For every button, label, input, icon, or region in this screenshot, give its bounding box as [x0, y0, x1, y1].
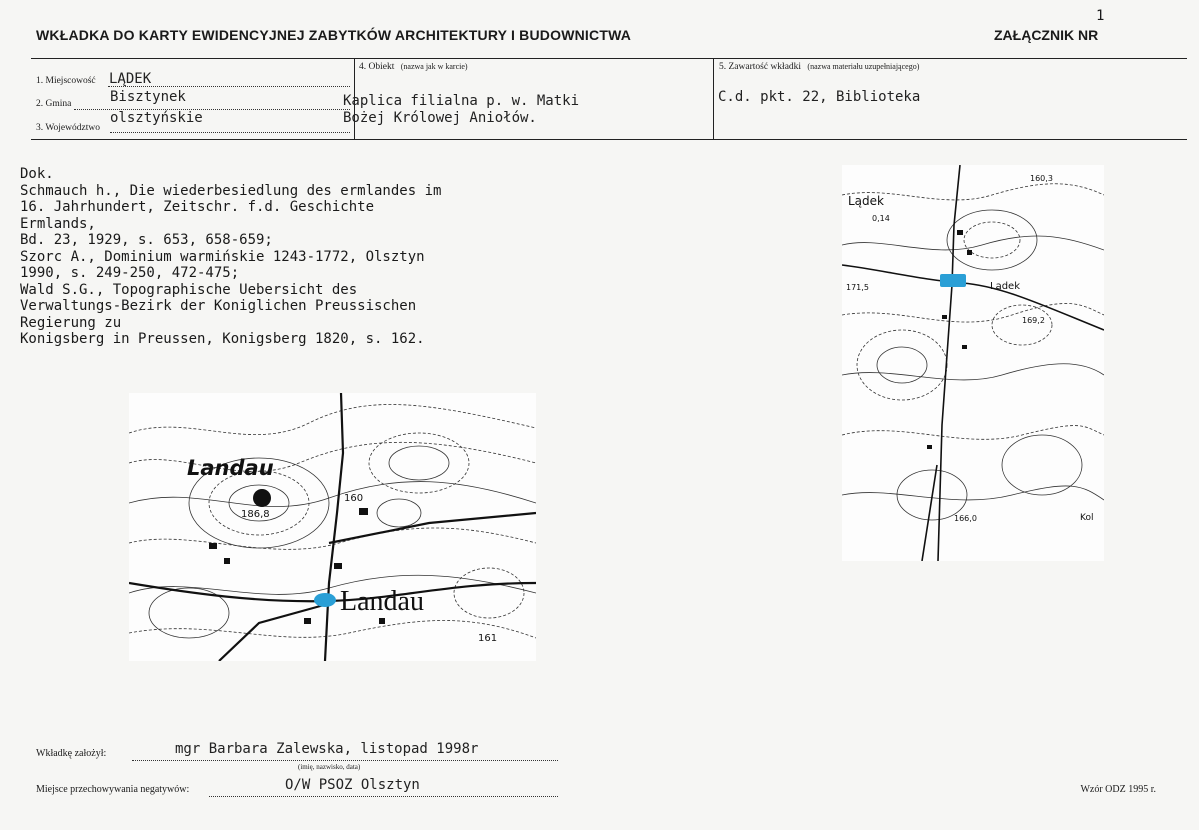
bibliography-line: 1990, s. 249-250, 472-475;	[20, 265, 240, 281]
gmina-label: 2. Gmina	[36, 99, 72, 109]
form-title: WKŁADKA DO KARTY EWIDENCYJNEJ ZABYTKÓW ARCHITEKTURY I BUDOWNICTWA	[36, 27, 632, 43]
map-height-2: 0,14	[872, 214, 890, 223]
contents-label	[719, 62, 919, 72]
object-label-text: 4. Obiekt	[359, 62, 395, 72]
miejscowosc-value: LĄDEK	[109, 71, 152, 87]
map-height-3: 171,5	[846, 283, 869, 292]
bibliography-line: Schmauch h., Die wiederbesiedlung des ermlandes im	[20, 182, 442, 199]
object-line-2: Bożej Królowej Aniołów.	[343, 110, 537, 126]
historical-map-drawing	[129, 393, 536, 661]
founder-hint: (imię, nazwisko, data)	[298, 763, 361, 771]
wojewodztwo-dots	[110, 132, 350, 133]
map-label-kol: Kol	[1080, 513, 1094, 523]
object-line-1: Kaplica filialna p. w. Matki	[343, 93, 580, 109]
location-marker	[940, 274, 966, 287]
map-height-4: 169,2	[1022, 316, 1045, 325]
map-height-3: 161	[478, 633, 498, 644]
contents-label-hint: (nazwa materiału uzupełniającego)	[807, 62, 920, 71]
bibliography-line: Konigsberg in Preussen, Konigsberg 1820, s. 162.	[20, 331, 425, 347]
bibliography-line: Regierung zu	[20, 314, 122, 331]
founder-value: mgr Barbara Zalewska, listopad 1998r	[175, 741, 479, 757]
map-height-1: 160,3	[1030, 174, 1053, 183]
topographic-map-ladek	[842, 165, 1104, 561]
storage-value: O/W PSOZ Olsztyn	[285, 777, 420, 793]
wojewodztwo-label: 3. Województwo	[36, 123, 100, 133]
miejscowosc-label: 1. Miejscowość	[36, 76, 96, 86]
bibliography-line: 16. Jahrhundert, Zeitschr. f.d. Geschichte	[20, 199, 375, 215]
bibliography-line: Szorc A., Dominium warmińskie 1243-1772, Olsztyn	[20, 248, 425, 265]
historical-map-landau	[129, 393, 536, 661]
form-version: Wzór ODZ 1995 r.	[1080, 784, 1156, 795]
topographic-map-drawing	[842, 165, 1104, 561]
founder-label: Wkładkę założył:	[36, 748, 107, 759]
map-label-top: Landau	[187, 456, 274, 480]
contents-label-text: 5. Zawartość wkładki	[719, 62, 802, 72]
bibliography-line: Dok.	[20, 166, 54, 182]
bibliography-line: Ermlands,	[20, 215, 96, 232]
object-label-hint: (nazwa jak w karcie)	[400, 62, 468, 71]
box-divider-2	[713, 58, 714, 139]
miejscowosc-dots	[108, 86, 350, 87]
gmina-value: Bisztynek	[110, 89, 186, 105]
founder-dots	[132, 760, 558, 761]
wojewodztwo-value: olsztyńskie	[110, 110, 203, 126]
map-label-main: Landau	[340, 586, 424, 617]
map-label-mid: Lądek	[990, 281, 1020, 292]
storage-dots	[209, 796, 558, 797]
map-height-5: 166,0	[954, 514, 977, 523]
location-marker	[314, 593, 336, 607]
bibliography-line: Bd. 23, 1929, s. 653, 658-659;	[20, 232, 273, 248]
box-bottom-line	[31, 139, 1187, 140]
storage-label: Miejsce przechowywania negatywów:	[36, 784, 190, 795]
annex-label: ZAŁĄCZNIK NR	[994, 27, 1099, 43]
object-label	[359, 62, 468, 72]
bibliography-line: Wald S.G., Topographische Uebersicht des	[20, 281, 358, 298]
bibliography-line: Verwaltungs-Bezirk der Koniglichen Preussischen	[20, 298, 417, 314]
map-height-1: 186,8	[241, 509, 270, 520]
box-top-line	[31, 58, 1187, 59]
bibliography	[20, 166, 441, 348]
map-height-2: 160	[344, 493, 364, 504]
map-label-top: Lądek	[848, 194, 884, 208]
page-number: 1	[1096, 8, 1105, 24]
contents-value: C.d. pkt. 22, Biblioteka	[718, 89, 921, 105]
